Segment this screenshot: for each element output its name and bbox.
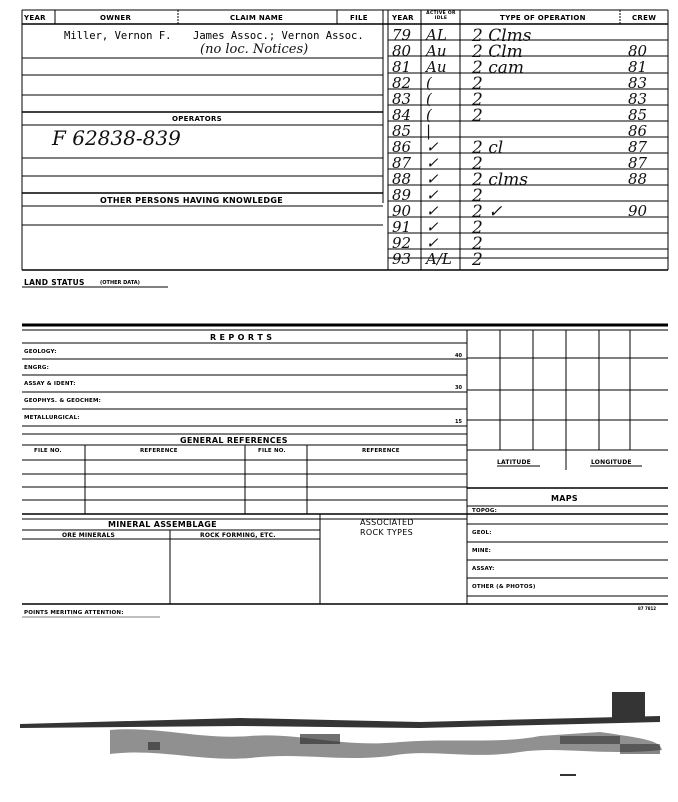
log-year: 87 (392, 154, 412, 172)
report-code: 15 (455, 419, 462, 425)
land-status-label: LAND STATUS (24, 278, 85, 287)
map-item-label: MINE: (472, 548, 492, 554)
log-crew: 87 (628, 154, 648, 172)
rock-types-label: ROCK TYPES (360, 528, 413, 537)
log-operation: 2 (472, 90, 483, 110)
log-year: 90 (392, 202, 412, 220)
log-status: ✓ (426, 218, 439, 236)
log-status: Au (426, 58, 447, 76)
log-status: ( (426, 90, 432, 108)
associated-label: ASSOCIATED (360, 518, 414, 527)
claim-name-header: CLAIM NAME (230, 14, 284, 22)
report-code: 40 (455, 353, 462, 359)
log-year: 86 (392, 138, 412, 156)
log-year: 84 (392, 106, 412, 124)
type-of-operation-header: TYPE OF OPERATION (500, 14, 586, 22)
latitude-label: LATITUDE (497, 459, 531, 466)
log-status: ✓ (426, 138, 439, 156)
log-status: ( (426, 74, 432, 92)
log-operation: 2 (472, 154, 483, 174)
other-persons-label: OTHER PERSONS HAVING KNOWLEDGE (100, 196, 283, 205)
log-operation: 2 ✓ (472, 202, 503, 222)
log-operation: 2 Clms (472, 26, 532, 46)
log-status: ( (426, 106, 432, 124)
log-status: ✓ (426, 202, 439, 220)
log-year: 83 (392, 90, 412, 108)
reports-title: R E P O R T S (210, 333, 273, 342)
map-item-label: TOPOG: (472, 508, 498, 514)
log-operation: 2 clms (472, 170, 529, 190)
log-status: Au (426, 42, 447, 60)
log-status: A/L (426, 250, 452, 268)
year-log-header: YEAR (392, 14, 414, 22)
ore-minerals-header: ORE MINERALS (62, 532, 116, 539)
log-year: 88 (392, 170, 412, 188)
log-operation: 2 (472, 250, 483, 270)
rock-forming-header: ROCK FORMING, ETC. (200, 532, 276, 539)
active-idle-header: ACTIVE OR IDLE (426, 11, 456, 21)
log-operation: 2 (472, 74, 483, 94)
report-label: ENGRG: (24, 365, 50, 371)
year-header: YEAR (24, 14, 46, 22)
log-year: 80 (392, 42, 412, 60)
log-operation: 2 (472, 234, 483, 254)
points-meriting-attention-label: POINTS MERITING ATTENTION: (24, 610, 124, 616)
log-operation: 2 (472, 218, 483, 238)
maps-title: MAPS (551, 494, 578, 503)
log-operation: 2 Clm (472, 42, 523, 62)
log-year: 92 (392, 234, 412, 252)
log-crew: 88 (628, 170, 648, 188)
log-crew: 86 (628, 122, 648, 140)
owner-header: OWNER (100, 14, 132, 22)
report-label: ASSAY & IDENT: (24, 381, 76, 387)
log-crew: 87 (628, 138, 648, 156)
report-label: GEOPHYS. & GEOCHEM: (24, 398, 102, 404)
crew-header: CREW (632, 14, 657, 22)
report-label: METALLURGICAL: (24, 415, 80, 421)
owner-entry: Miller, Vernon F. (64, 30, 172, 42)
general-references-title: GENERAL REFERENCES (180, 436, 288, 445)
longitude-label: LONGITUDE (591, 459, 632, 466)
map-item-label: GEOL: (472, 530, 492, 536)
log-year: 85 (392, 122, 412, 140)
map-item-label: OTHER (& PHOTOS) (472, 584, 536, 590)
log-year: 91 (392, 218, 412, 236)
log-crew: 83 (628, 90, 648, 108)
log-status: ✓ (426, 154, 439, 172)
operators-label: OPERATORS (172, 115, 222, 123)
claim-name-entry: James Assoc.; Vernon Assoc. (193, 30, 364, 42)
log-year: 82 (392, 74, 412, 92)
log-operation: 2 cam (472, 58, 524, 78)
log-crew: 90 (628, 202, 648, 220)
log-crew: 80 (628, 42, 648, 60)
report-label: GEOLOGY: (24, 349, 57, 355)
claim-note: (no loc. Notices) (200, 42, 309, 57)
map-item-label: ASSAY: (472, 566, 495, 572)
land-status-sub: (OTHER DATA) (100, 280, 140, 286)
operator-number: F 62838-839 (52, 126, 181, 150)
log-status: ✓ (426, 234, 439, 252)
file-no-header-2: FILE NO. (258, 448, 286, 454)
reference-header-2: REFERENCE (362, 448, 400, 454)
report-code: 30 (455, 385, 462, 391)
log-crew: 81 (628, 58, 648, 76)
log-status: ✓ (426, 170, 439, 188)
log-year: 89 (392, 186, 412, 204)
log-operation: 2 (472, 106, 483, 126)
mineral-assemblage-title: MINERAL ASSEMBLAGE (108, 520, 217, 529)
log-status: | (426, 122, 432, 140)
log-crew: 83 (628, 74, 648, 92)
reference-header: REFERENCE (140, 448, 178, 454)
log-status: ✓ (426, 186, 439, 204)
log-year: 81 (392, 58, 412, 76)
form-number: 87 7812 (638, 606, 657, 611)
log-year: 93 (392, 250, 412, 268)
log-operation: 2 cl (472, 138, 504, 158)
log-crew: 85 (628, 106, 648, 124)
file-header: FILE (350, 14, 368, 22)
log-operation: 2 (472, 186, 483, 206)
log-status: AL (426, 26, 447, 44)
file-no-header: FILE NO. (34, 448, 62, 454)
log-year: 79 (392, 26, 412, 44)
